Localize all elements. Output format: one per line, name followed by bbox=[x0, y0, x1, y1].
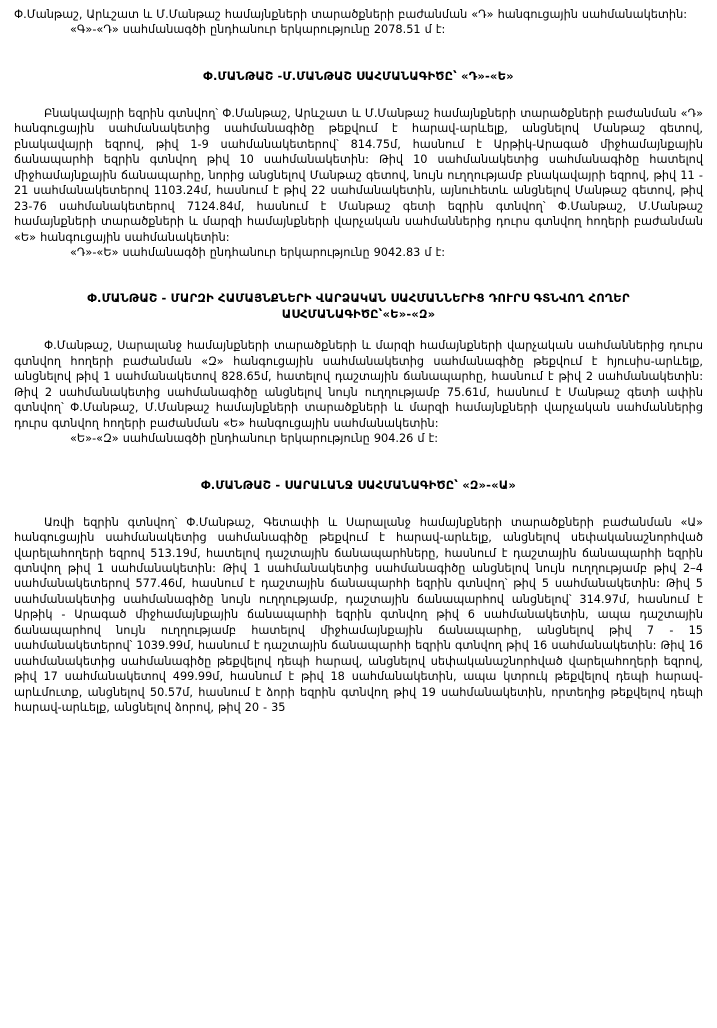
spacer bbox=[14, 38, 703, 68]
spacer bbox=[14, 322, 703, 338]
spacer bbox=[14, 447, 703, 477]
section-heading-3: Փ.ՄԱՆԹԱՇ - ՍԱՐԱԼԱՆՋ ՍԱՀՄԱՆԱԳԻԾԸ՝ «Զ»-«Ա» bbox=[201, 477, 516, 492]
section-length-line-2: «Ե»-«Զ» սահմանագծի ընդհանուր երկարությունը 904.26 մ է: bbox=[70, 432, 439, 446]
section-heading-2-line-2: ԱՍՀՄԱՆԱԳԻԾԸ՝«Ե»-«Զ» bbox=[281, 307, 436, 322]
section-heading-1: Փ.ՄԱՆԹԱՇ -Մ.ՄԱՆԹԱՇ ՍԱՀՄԱՆԱԳԻԾԸ՝ «Դ»-«Ե» bbox=[203, 68, 514, 83]
spacer bbox=[14, 84, 703, 106]
section-paragraph-2: Փ.Մանթաշ, Սարալանջ համայնքների տարածքների և մարզի համայնքների վարչական սահմաններից դուրս գտնվող հողերի բաժանման «Զ» հանգուցային սահմանակետից սահմանագիծը թեքվում է հյուսիս-արևելք, անցնելով թիվ 1 սահմանակետով 828.65մ, հատելով դաշտային ճանապարհը, հասնում է թիվ 2 սահմանակետին: Թիվ 2 սահմանակետից սահմանագիծը անցնելով նույն ուղղությամբ 75.61մ, հասնում է Մանթաշ գետի ափին գտնվող՝ Փ.Մանթաշ, Մ.Մանթաշ համայնքների տարածքների և մարզի համայնքների վարչական սահմաններից դուրս գտնվող հողերի բաժանման «Ե» հանգուցային սահմանակետին: bbox=[14, 339, 703, 430]
section-paragraph-1: Բնակավայրի եզրին գտնվող՝ Փ.Մանթաշ, Արևշատ և Մ.Մանթաշ համայնքների տարածքների բաժանման «Դ» հանգուցային սահմանակետից սահմանագիծը թեքվում է հարավ-արևելք, անցնելով Մանթաշ գետով, բնակավայրի եզրով, թիվ 1-9 սահմանակետերով՝ 814.75մ, հասնում է Արթիկ-Արագած միջհամայնքային ճանապարհի եզրին գտնվող թիվ 10 սահմանակետին: Թիվ 10 սահմանակետից սահմանագիծը հատելով միջհամայնքային ճանապարհը, նորից անցնելով Մանթաշ գետով, նույն ուղղությամբ բնակավայրի եզրով, թիվ 11 - 21 սահմանակետերով 1103.24մ, հասնում է թիվ 22 սահմանակետին, այնուհետև անցնելով Մանթաշ գետով, թիվ 23-76 սահմանակետերով 7124.84մ, հասնում է Մանթաշ գետի եզրին գտնվող՝ Փ.Մանթաշ, Մ.Մանթաշ համայնքների տարածքների և մարզի համայնքների վարչական սահմաններից դուրս գտնվող հողերի բաժանման «Ե» հանգուցային սահմանակետին: bbox=[14, 106, 703, 244]
spacer bbox=[14, 493, 703, 515]
intro-paragraph: Փ.Մանթաշ, Արևշատ և Մ.Մանթաշ համայնքների տարածքների բաժանման «Դ» հանգուցային սահմանակետին: bbox=[14, 8, 688, 21]
spacer bbox=[14, 260, 703, 290]
intro-length-line: «Գ»-«Դ» սահմանագծի ընդհանուր երկարությունը 2078.51 մ է: bbox=[70, 23, 446, 37]
section-paragraph-3: Առվի եզրին գտնվող՝ Փ.Մանթաշ, Գետափի և Սարալանջ համայնքների տարածքների բաժանման «Ա» հանգուցային սահմանակետից սահմանագիծը թեքվում է հարավ-արևելք, անցնելով սեփականաշնորհված վարելահողերի եզրով 513.19մ, հատելով դաշտային ճանապարհները, հասնում է դաշտային ճանապարհի եզրին գտնվող թիվ 1 սահմանակետին: Թիվ 1 սահմանակետից սահմանագիծը անցնելով նույն ուղղությամբ թիվ 2–4 սահմանակետերով 577.46մ, հասնում է դաշտային ճանապարհի եզրին գտնվող՝ թիվ 5 սահմանակետին: Թիվ 5 սահմանակետից սահմանագիծը նույն ուղղությամբ, դաշտային ճանապարհով անցնելով՝ 314.97մ, հասնում է Արթիկ - Արագած միջհամայնքային ճանապարհի եզրին գտնվող թիվ 6 սահմանակետին, ապա դաշտային ճանապարհով նույն ուղղությամբ հատելով միջհամայնքային ճանապարհը, անցնելով թիվ 7 - 15 սահմանակետերով՝ 1039.99մ, հասնում է դաշտային ճանապարհի եզրին գտնվող թիվ 16 սահմանակետին: Թիվ 16 սահմանակետից սահմանագիծը թեքվելով դեպի հարավ, անցնելով սեփականաշնորհված վարելահողերի եզրով, թիվ 17 սահմանակետով 499.99մ, հասնում է թիվ 18 սահմանակետին, ապա կտրուկ թեքվելով դեպի հարավ-արևմուտք, անցնելով 50.57մ, հասնում է ձորի եզրին գտնվող թիվ 19 սահմանակետին, որտեղից թեքվելով դեպի հարավ-արևելք, անցնելով ձորով, թիվ 20 - 35 bbox=[14, 515, 703, 715]
section-heading-2-line-1: Փ.ՄԱՆԹԱՇ - ՄԱՐԶԻ ՀԱՄԱՅՆՔՆԵՐԻ ՎԱՐՁԱԿԱՆ ՍԱՀՄԱՆՆԵՐԻՑ ԴՈՒՐՍ ԳՏՆՎՈՂ ՀՈՂԵՐ bbox=[87, 291, 630, 306]
section-length-line-1: «Դ»-«Ե» սահմանագծի ընդհանուր երկարությունը 9042.83 մ է: bbox=[70, 245, 446, 259]
